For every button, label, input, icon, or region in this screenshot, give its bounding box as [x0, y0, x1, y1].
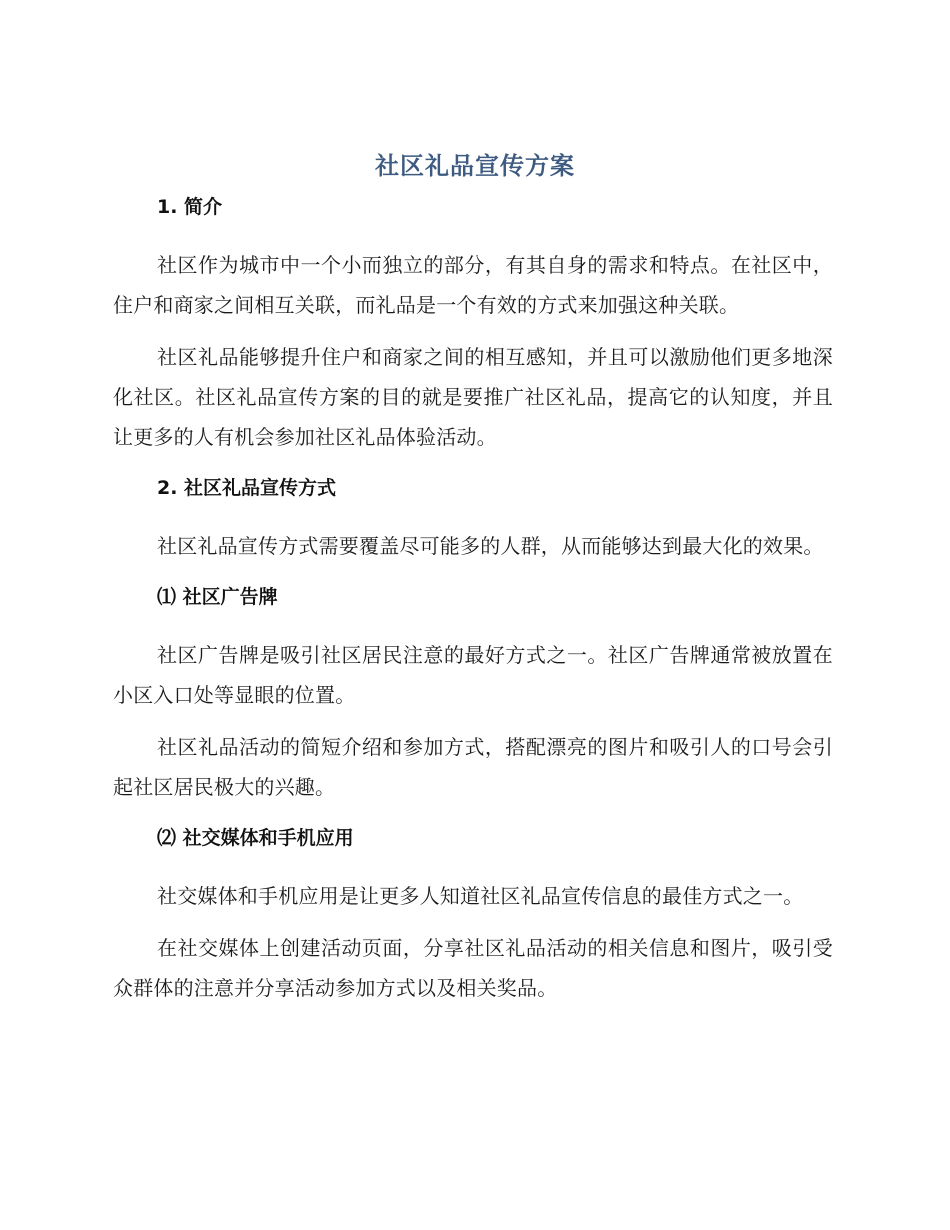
paragraph: 社区礼品活动的简短介绍和参加方式，搭配漂亮的图片和吸引人的口号会引起社区居民极大的兴趣。: [113, 735, 833, 799]
paragraph: 社区广告牌是吸引社区居民注意的最好方式之一。社区广告牌通常被放置在小区入口处等显眼的位置。: [113, 643, 833, 707]
paragraph: 社区作为城市中一个小而独立的部分，有其自身的需求和特点。在社区中，住户和商家之间相互关联，而礼品是一个有效的方式来加强这种关联。: [113, 253, 833, 317]
paragraph: 社区礼品宣传方式需要覆盖尽可能多的人群，从而能够达到最大化的效果。: [157, 534, 824, 558]
document-body: [113, 188, 833, 1020]
paragraph: 社交媒体和手机应用是让更多人知道社区礼品宣传信息的最佳方式之一。: [157, 884, 804, 908]
paragraph: 在社交媒体上创建活动页面，分享社区礼品活动的相关信息和图片，吸引受众群体的注意并分享活动参加方式以及相关奖品。: [113, 936, 833, 1000]
subsection-heading-billboard: ⑴ 社区广告牌: [157, 586, 278, 608]
section-heading-intro: 1. 简介: [157, 196, 223, 218]
subsection-heading-social-media: ⑵ 社交媒体和手机应用: [157, 827, 354, 849]
paragraph: 社区礼品能够提升住户和商家之间的相互感知，并且可以激励他们更多地深化社区。社区礼品宣传方案的目的就是要推广社区礼品，提高它的认知度，并且让更多的人有机会参加社区礼品体验活动。: [113, 345, 833, 449]
section-heading-methods: 2. 社区礼品宣传方式: [157, 477, 337, 499]
document-title: 社区礼品宣传方案: [375, 152, 575, 180]
